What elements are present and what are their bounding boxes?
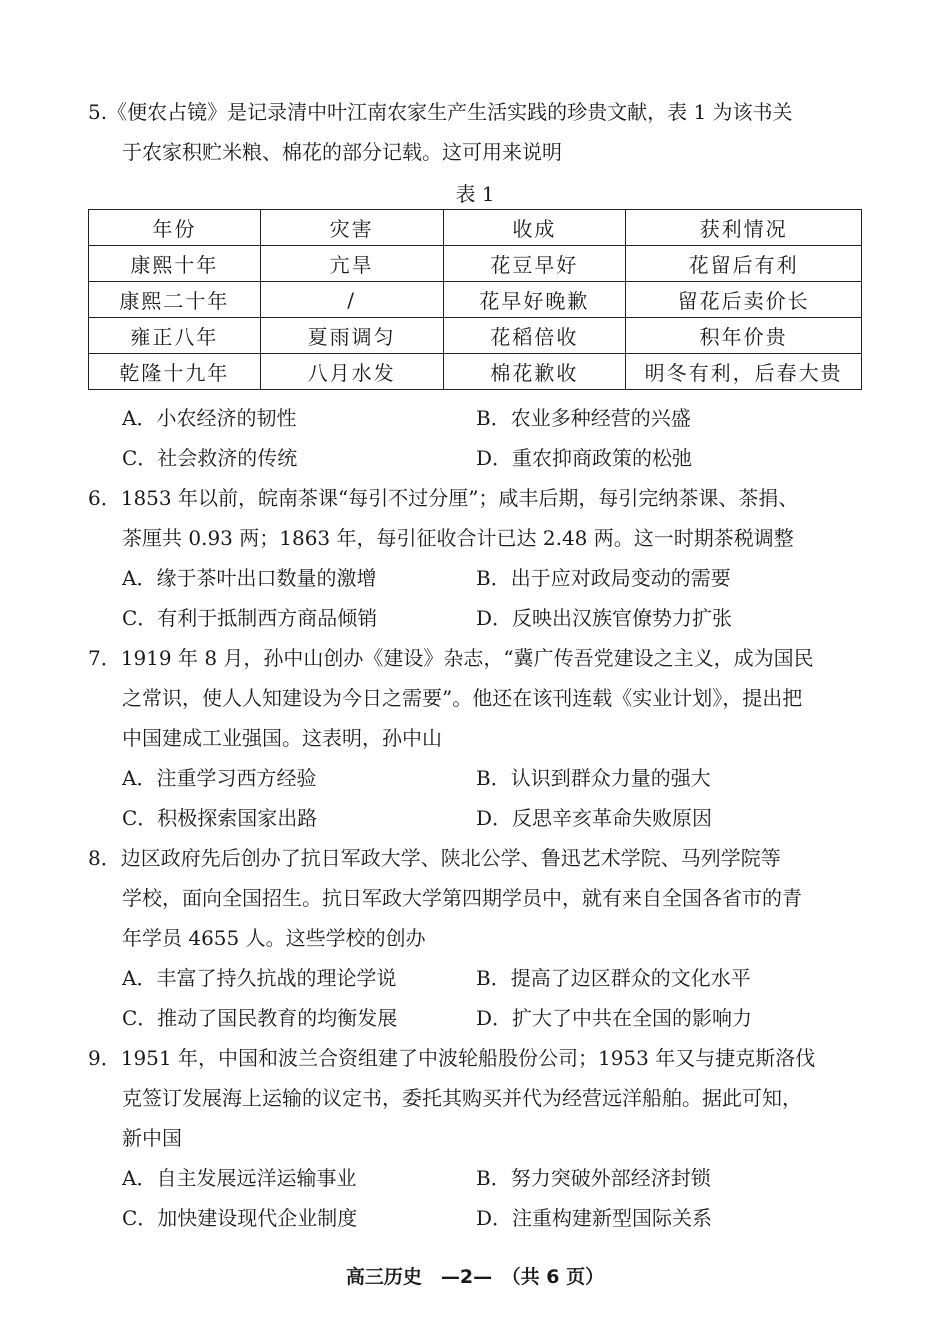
option-d: D．扩大了中共在全国的影响力 bbox=[476, 1006, 753, 1030]
table-cell: 明冬有利，后春大贵 bbox=[626, 354, 862, 390]
option-b: B．认识到群众力量的强大 bbox=[476, 766, 711, 790]
option-c: C．加快建设现代企业制度 bbox=[122, 1206, 358, 1230]
option-d: D．注重构建新型国际关系 bbox=[476, 1206, 713, 1230]
question-6-line-1: 6．1853 年以前，皖南茶课“每引不过分厘”；咸丰后期，每引完纳茶课、茶捐、 bbox=[88, 486, 799, 510]
question-9-line-1: 9．1951 年，中国和波兰合资组建了中波轮船股份公司；1953 年又与捷克斯洛伐 bbox=[88, 1046, 816, 1070]
table-row bbox=[89, 246, 862, 282]
table-cell: 康熙十年 bbox=[89, 246, 261, 282]
table-cell: 八月水发 bbox=[260, 354, 443, 390]
question-8-options bbox=[122, 958, 862, 1038]
table-cell: 留花后卖价长 bbox=[626, 282, 862, 318]
question-8-line-1: 8．边区政府先后创办了抗日军政大学、陕北公学、鲁迅艺术学院、马列学院等 bbox=[88, 846, 781, 870]
question-8 bbox=[88, 838, 868, 958]
option-a: A．丰富了持久抗战的理论学说 bbox=[122, 966, 397, 990]
table-header-cell: 灾害 bbox=[260, 210, 443, 246]
question-7-line-2: 之常识，使人人知建设为今日之需要”。他还在该刊连载《实业计划》，提出把 bbox=[122, 686, 803, 710]
option-d: D．重农抑商政策的松弛 bbox=[476, 446, 693, 470]
option-b: B．努力突破外部经济封锁 bbox=[476, 1166, 711, 1190]
question-6-options bbox=[122, 558, 862, 638]
option-b: B．农业多种经营的兴盛 bbox=[476, 406, 691, 430]
table-cell: 雍正八年 bbox=[89, 318, 261, 354]
option-b: B．出于应对政局变动的需要 bbox=[476, 566, 731, 590]
table-header-cell: 获利情况 bbox=[626, 210, 862, 246]
table-cell: 亢旱 bbox=[260, 246, 443, 282]
table-1-caption: 表 1 bbox=[455, 182, 495, 206]
table-cell: 乾隆十九年 bbox=[89, 354, 261, 390]
question-8-line-2: 学校，面向全国招生。抗日军政大学第四期学员中，就有来自全国各省市的青 bbox=[122, 886, 802, 910]
table-header-cell: 年份 bbox=[89, 210, 261, 246]
page-footer: 高三历史 —2— （共 6 页） bbox=[345, 1266, 605, 1288]
question-8-line-3: 年学员 4655 人。这些学校的创办 bbox=[122, 926, 426, 950]
question-9-line-3: 新中国 bbox=[122, 1126, 182, 1150]
question-6-line-2: 茶厘共 0.93 两；1863 年，每引征收合计已达 2.48 两。这一时期茶税调整 bbox=[122, 526, 794, 550]
table-cell: 花早好晚歉 bbox=[443, 282, 626, 318]
table-cell: 花留后有利 bbox=[626, 246, 862, 282]
option-c: C．积极探索国家出路 bbox=[122, 806, 318, 830]
question-6 bbox=[88, 478, 868, 558]
question-7-line-3: 中国建成工业强国。这表明，孙中山 bbox=[122, 726, 442, 750]
table-cell: 棉花歉收 bbox=[443, 354, 626, 390]
table-cell: 花稻倍收 bbox=[443, 318, 626, 354]
question-7-options bbox=[122, 758, 862, 838]
option-a: A．自主发展远洋运输事业 bbox=[122, 1166, 357, 1190]
table-row bbox=[89, 282, 862, 318]
question-5-options bbox=[122, 398, 862, 478]
question-7-line-1: 7．1919 年 8 月，孙中山创办《建设》杂志，“冀广传吾党建设之主义，成为国民 bbox=[88, 646, 814, 670]
question-5-line-2: 于农家积贮米粮、棉花的部分记载。这可用来说明 bbox=[122, 140, 562, 164]
table-cell: / bbox=[260, 282, 443, 318]
table-header-cell: 收成 bbox=[443, 210, 626, 246]
table-1 bbox=[88, 209, 862, 390]
option-a: A．缘于茶叶出口数量的激增 bbox=[122, 566, 377, 590]
table-header-row bbox=[89, 210, 862, 246]
option-d: D．反映出汉族官僚势力扩张 bbox=[476, 606, 733, 630]
option-a: A．小农经济的韧性 bbox=[122, 406, 297, 430]
table-cell: 花豆早好 bbox=[443, 246, 626, 282]
question-5 bbox=[88, 92, 868, 172]
question-7 bbox=[88, 638, 868, 758]
question-9-options bbox=[122, 1158, 862, 1238]
table-cell: 夏雨调匀 bbox=[260, 318, 443, 354]
option-c: C．社会救济的传统 bbox=[122, 446, 298, 470]
option-a: A．注重学习西方经验 bbox=[122, 766, 317, 790]
question-5-line-1: 5.《便农占镜》是记录清中叶江南农家生产生活实践的珍贵文献，表 1 为该书关 bbox=[88, 100, 793, 124]
table-row bbox=[89, 354, 862, 390]
option-c: C．推动了国民教育的均衡发展 bbox=[122, 1006, 398, 1030]
option-d: D．反思辛亥革命失败原因 bbox=[476, 806, 713, 830]
table-row bbox=[89, 318, 862, 354]
question-9-line-2: 克签订发展海上运输的议定书，委托其购买并代为经营远洋船舶。据此可知， bbox=[122, 1086, 802, 1110]
question-9 bbox=[88, 1038, 868, 1158]
table-cell: 积年价贵 bbox=[626, 318, 862, 354]
option-c: C．有利于抵制西方商品倾销 bbox=[122, 606, 378, 630]
option-b: B．提高了边区群众的文化水平 bbox=[476, 966, 751, 990]
table-cell: 康熙二十年 bbox=[89, 282, 261, 318]
